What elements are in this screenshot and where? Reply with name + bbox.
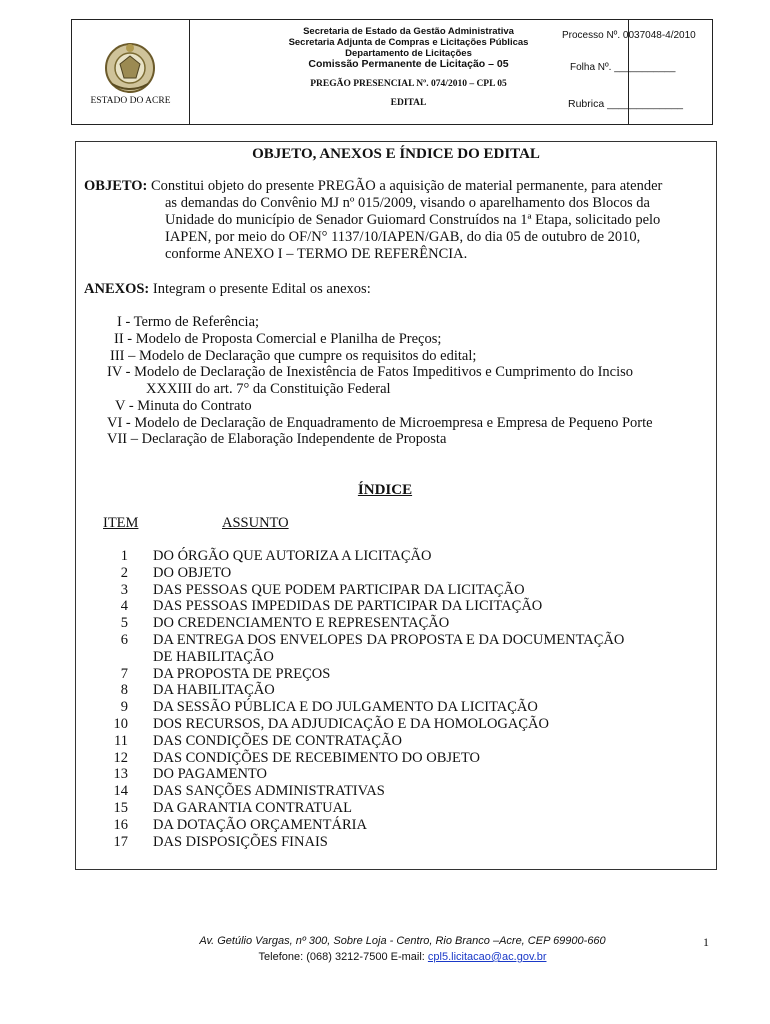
index-item-subject: DA PROPOSTA DE PREÇOS: [153, 666, 331, 682]
anexos-intro: [84, 281, 371, 298]
index-item-number: 17: [113, 834, 128, 850]
anexos-label: ANEXOS:: [84, 281, 150, 297]
header-logo-cell: [72, 20, 190, 124]
anexo-item: IV - Modelo de Declaração de Inexistência de Fatos Impeditivos e Cumprimento do Inciso: [107, 364, 634, 380]
anexo-item: VI - Modelo de Declaração de Enquadramento de Microempresa e Empresa de Pequeno Porte: [107, 415, 653, 431]
index-item-number: 5: [120, 615, 128, 631]
index-item-number: 3: [120, 582, 128, 598]
estado-label: ESTADO DO ACRE: [90, 96, 171, 106]
index-item-number: 6: [120, 632, 128, 648]
column-header-item: ITEM: [103, 515, 139, 531]
header-line-pregao: PREGÃO PRESENCIAL Nº. 074/2010 – CPL 05: [310, 79, 507, 89]
index-item-subject: DA HABILITAÇÃO: [153, 682, 275, 698]
index-item-subject: DAS DISPOSIÇÕES FINAIS: [153, 834, 328, 850]
anexo-item: II - Modelo de Proposta Comercial e Planilha de Preços;: [114, 331, 442, 347]
index-item-number: 16: [113, 817, 128, 833]
anexo-item: XXXIII do art. 7° da Constituição Federal: [146, 381, 391, 397]
index-item-number: 9: [120, 699, 128, 715]
index-item-subject: DA DOTAÇÃO ORÇAMENTÁRIA: [153, 817, 367, 833]
index-item-number: 12: [113, 750, 128, 766]
objeto-first-line: Constitui objeto do presente PREGÃO a aquisição de material permanente, para atender: [151, 178, 663, 194]
page-title: OBJETO, ANEXOS E ÍNDICE DO EDITAL: [252, 146, 540, 162]
objeto-label: OBJETO:: [84, 178, 148, 194]
index-item-number: 8: [120, 682, 128, 698]
index-item-number: 14: [113, 783, 128, 799]
index-item-number: 7: [120, 666, 128, 682]
index-item-subject: DE HABILITAÇÃO: [153, 649, 274, 665]
indice-title: ÍNDICE: [357, 482, 413, 498]
objeto-line: as demandas do Convênio MJ nº 015/2009, visando o aparelhamento dos Blocos da: [165, 195, 650, 211]
index-item-subject: DAS CONDIÇÕES DE CONTRATAÇÃO: [153, 733, 402, 749]
index-item-number: 11: [114, 733, 128, 749]
anexo-item: III – Modelo de Declaração que cumpre os requisitos do edital;: [110, 348, 477, 364]
anexo-item: I - Termo de Referência;: [117, 314, 260, 330]
index-item-number: 2: [120, 565, 128, 581]
index-item-number: 10: [113, 716, 128, 732]
index-item-subject: DA ENTREGA DOS ENVELOPES DA PROPOSTA E DA DOCUMENTAÇÃO: [153, 632, 625, 648]
header-line-departamento: Departamento de Licitações: [345, 48, 472, 59]
index-item-subject: DA GARANTIA CONTRATUAL: [153, 800, 352, 816]
objeto-paragraph: [84, 178, 710, 263]
index-item-subject: DAS CONDIÇÕES DE RECEBIMENTO DO OBJETO: [153, 750, 480, 766]
objeto-line: conforme ANEXO I – TERMO DE REFERÊNCIA.: [165, 246, 468, 262]
index-item-subject: DAS PESSOAS QUE PODEM PARTICIPAR DA LICITAÇÃO: [153, 582, 525, 598]
header-line-comissao: Comissão Permanente de Licitação – 05: [308, 58, 509, 70]
index-item-subject: DOS RECURSOS, DA ADJUDICAÇÃO E DA HOMOLOGAÇÃO: [153, 716, 549, 732]
index-item-number: 1: [120, 548, 128, 564]
index-item-subject: DAS SANÇÕES ADMINISTRATIVAS: [153, 783, 385, 799]
index-item-subject: DAS PESSOAS IMPEDIDAS DE PARTICIPAR DA LICITAÇÃO: [153, 598, 543, 614]
objeto-line: IAPEN, por meio do OF/N° 1137/10/IAPEN/GAB, do dia 05 de outubro de 2010,: [165, 229, 641, 245]
anexo-item: V - Minuta do Contrato: [115, 398, 252, 414]
footer-phone: Telefone: (068) 3212-7500 E-mail:: [258, 951, 428, 963]
folha-field: Folha Nº. ___________: [570, 62, 676, 73]
header-line-edital: EDITAL: [390, 98, 427, 108]
index-item-number: 13: [113, 766, 128, 782]
header-line-secretaria: Secretaria de Estado da Gestão Administrativa: [303, 26, 514, 37]
page-number: 1: [703, 935, 709, 949]
index-item-subject: DO PAGAMENTO: [153, 766, 268, 782]
index-item-number: 15: [113, 800, 128, 816]
coat-of-arms-seal-icon: [102, 40, 158, 96]
footer-address: Av. Getúlio Vargas, nº 300, Sobre Loja - Centro, Rio Branco –Acre, CEP 69900-660: [199, 935, 606, 947]
column-header-assunto: ASSUNTO: [222, 515, 289, 531]
rubrica-field: Rubrica _____________: [568, 98, 684, 110]
footer-contact: [0, 951, 770, 963]
objeto-line: Unidade do município de Senador Guiomard Construídos na 1ª Etapa, solicitado pelo: [165, 212, 661, 228]
index-item-number: 4: [120, 598, 128, 614]
index-item-subject: DO CREDENCIAMENTO E REPRESENTAÇÃO: [153, 615, 450, 631]
header-line-secretaria-adjunta: Secretaria Adjunta de Compras e Licitações Públicas: [288, 37, 529, 48]
index-item-subject: DA SESSÃO PÚBLICA E DO JULGAMENTO DA LICITAÇÃO: [153, 699, 538, 715]
anexo-item: VII – Declaração de Elaboração Independente de Proposta: [107, 431, 447, 447]
email-link[interactable]: cpl5.licitacao@ac.gov.br: [427, 951, 547, 963]
processo-number: Processo Nº. 0037048-4/2010: [562, 30, 696, 41]
anexos-text: Integram o presente Edital os anexos:: [152, 281, 371, 297]
index-item-subject: DO ÓRGÃO QUE AUTORIZA A LICITAÇÃO: [153, 548, 432, 564]
index-item-subject: DO OBJETO: [153, 565, 232, 581]
